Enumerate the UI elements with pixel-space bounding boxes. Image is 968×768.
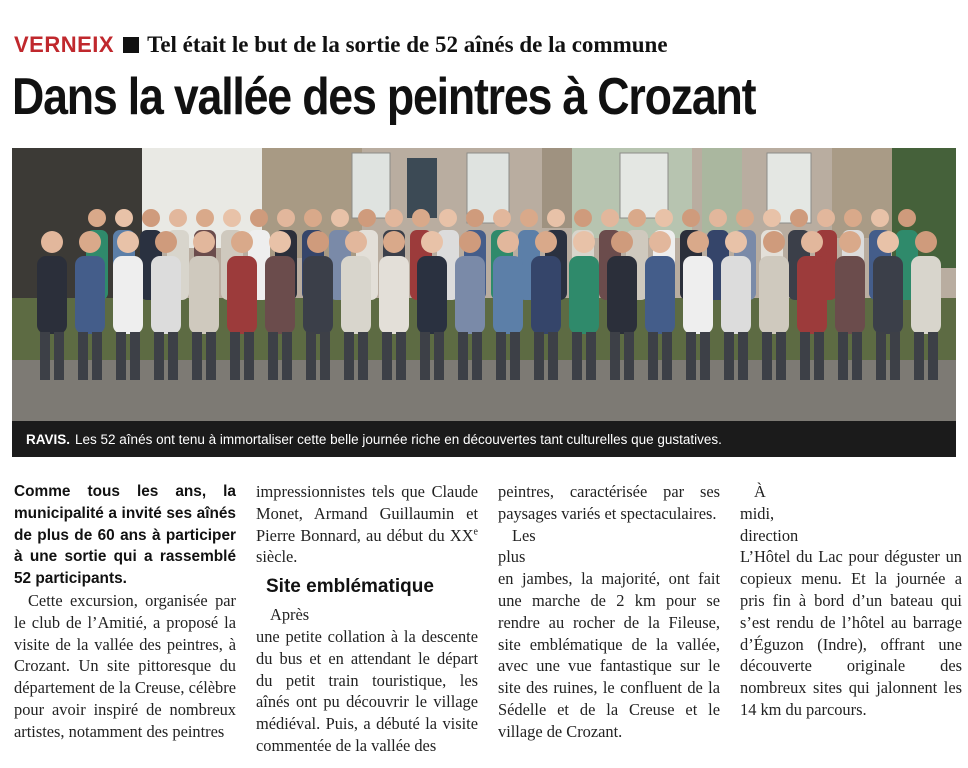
head bbox=[763, 231, 785, 253]
leg bbox=[800, 332, 810, 380]
head bbox=[801, 231, 823, 253]
caption-text: Les 52 aînés ont tenu à immortaliser cette belle journée riche en découvertes tant culturelles que gustatives. bbox=[75, 431, 722, 447]
person-front bbox=[75, 256, 105, 334]
head bbox=[466, 209, 484, 227]
head bbox=[223, 209, 241, 227]
head bbox=[682, 209, 700, 227]
person-front bbox=[265, 256, 295, 334]
head bbox=[497, 231, 519, 253]
head bbox=[736, 209, 754, 227]
kicker-square-icon bbox=[123, 37, 139, 53]
leg bbox=[534, 332, 544, 380]
head bbox=[345, 231, 367, 253]
article-paragraph-4-continued: midi, bbox=[740, 503, 775, 523]
leg bbox=[814, 332, 824, 380]
leg bbox=[686, 332, 696, 380]
leg bbox=[662, 332, 672, 380]
person-front bbox=[759, 256, 789, 334]
head bbox=[385, 209, 403, 227]
article-column-1 bbox=[14, 481, 236, 743]
leg bbox=[762, 332, 772, 380]
person-front bbox=[873, 256, 903, 334]
photo-caption bbox=[12, 421, 956, 457]
person-front bbox=[569, 256, 599, 334]
person-front bbox=[683, 256, 713, 334]
head bbox=[844, 209, 862, 227]
leg bbox=[548, 332, 558, 380]
article-paragraph-1 bbox=[14, 590, 236, 743]
group-photo bbox=[12, 148, 956, 421]
head bbox=[88, 209, 106, 227]
leg bbox=[914, 332, 924, 380]
leg bbox=[624, 332, 634, 380]
article-paragraph-2: Après bbox=[270, 605, 310, 625]
head bbox=[196, 209, 214, 227]
head bbox=[493, 209, 511, 227]
head bbox=[817, 209, 835, 227]
caption-lead: RAVIS. bbox=[26, 431, 71, 447]
paragraph-1-text: Cette excursion, organisée par le club de l’Amitié, a proposé la visite de la vallée des peintres, à Crozant. Un site pittoresque du département de la Creuse, célèbre pour avoir inspiré de nombreux artistes, notamment des peintres bbox=[14, 590, 236, 741]
head bbox=[307, 231, 329, 253]
kicker-town: VERNEIX bbox=[14, 32, 115, 57]
leg bbox=[610, 332, 620, 380]
leg bbox=[472, 332, 482, 380]
person-front bbox=[113, 256, 143, 334]
leg bbox=[724, 332, 734, 380]
head bbox=[877, 231, 899, 253]
century: XX bbox=[449, 525, 474, 545]
person-front bbox=[227, 256, 257, 334]
head bbox=[383, 231, 405, 253]
head bbox=[709, 209, 727, 227]
leg bbox=[396, 332, 406, 380]
article-paragraph-3: Les bbox=[512, 525, 536, 545]
leg bbox=[344, 332, 354, 380]
article-paragraph-3-continued-continued: en jambes, la majorité, ont fait une marche de 2 km pour se rendre au rocher de la Fileuse, site emblématique de la vallée, avec une vue fantastique sur le site des ruines, le confluent de la Sédelle et de la Creuse et le village de Crozant. bbox=[498, 569, 720, 741]
head bbox=[574, 209, 592, 227]
leg bbox=[54, 332, 64, 380]
leg bbox=[40, 332, 50, 380]
leg bbox=[206, 332, 216, 380]
person-front bbox=[417, 256, 447, 334]
headline: Dans la vallée des peintres à Crozant bbox=[12, 68, 756, 126]
article-paragraph-4-continued-continued-continued: L’Hôtel du Lac pour déguster un copieux menu. Et la journée a pris fin à bord d’un bateau qui s’est rendu de l’hôtel au barrage d’Éguzon (Indre), offrant une découverte originale des nombreux sites qui jalonnent les 14 km du parcours. bbox=[740, 547, 962, 719]
leg bbox=[738, 332, 748, 380]
head bbox=[439, 209, 457, 227]
leg bbox=[648, 332, 658, 380]
leg bbox=[420, 332, 430, 380]
article-paragraph-4-continued-continued: direction bbox=[740, 525, 799, 545]
leg bbox=[382, 332, 392, 380]
head bbox=[142, 209, 160, 227]
leg bbox=[776, 332, 786, 380]
leg bbox=[434, 332, 444, 380]
person-front bbox=[37, 256, 67, 334]
leg bbox=[130, 332, 140, 380]
head bbox=[412, 209, 430, 227]
person-front bbox=[455, 256, 485, 334]
leg bbox=[700, 332, 710, 380]
person-front bbox=[493, 256, 523, 334]
head bbox=[277, 209, 295, 227]
leg bbox=[78, 332, 88, 380]
head bbox=[520, 209, 538, 227]
person-front bbox=[797, 256, 827, 334]
head bbox=[573, 231, 595, 253]
leg bbox=[928, 332, 938, 380]
head bbox=[790, 209, 808, 227]
article-paragraph-3-continued: plus bbox=[498, 547, 526, 567]
person-front bbox=[911, 256, 941, 334]
person-front bbox=[379, 256, 409, 334]
head bbox=[169, 209, 187, 227]
century-superscript: e bbox=[473, 526, 478, 538]
article-subhead: Site emblématique bbox=[266, 576, 434, 598]
person-front bbox=[835, 256, 865, 334]
head bbox=[898, 209, 916, 227]
head bbox=[535, 231, 557, 253]
article-paragraph-4 bbox=[740, 481, 962, 503]
head bbox=[871, 209, 889, 227]
head bbox=[839, 231, 861, 253]
paragraph-4-text: À bbox=[754, 482, 766, 501]
head bbox=[79, 231, 101, 253]
leg bbox=[282, 332, 292, 380]
leg bbox=[890, 332, 900, 380]
head bbox=[421, 231, 443, 253]
century-tail: siècle. bbox=[256, 547, 298, 567]
head bbox=[687, 231, 709, 253]
head bbox=[763, 209, 781, 227]
person-front bbox=[531, 256, 561, 334]
article-paragraph-2-continued: une petite collation à la descente du bus et en attendant le départ du petit train touristique, les aînés ont pu découvrir le village médiéval. Puis, a débuté la visite commentée de la vallée des bbox=[256, 626, 478, 755]
paragraph-1-text: impressionnistes tels que Claude Monet, Armand Guillaumin et Pierre Bonnard, au début du bbox=[256, 482, 478, 545]
person-front bbox=[341, 256, 371, 334]
leg bbox=[358, 332, 368, 380]
person-front bbox=[721, 256, 751, 334]
head bbox=[459, 231, 481, 253]
head bbox=[655, 209, 673, 227]
article-paragraph-1-continued bbox=[256, 481, 478, 568]
head bbox=[250, 209, 268, 227]
leg bbox=[876, 332, 886, 380]
person-front bbox=[645, 256, 675, 334]
head bbox=[649, 231, 671, 253]
leg bbox=[168, 332, 178, 380]
leg bbox=[510, 332, 520, 380]
leg bbox=[116, 332, 126, 380]
head bbox=[628, 209, 646, 227]
leg bbox=[320, 332, 330, 380]
head bbox=[331, 209, 349, 227]
head bbox=[115, 209, 133, 227]
leg bbox=[852, 332, 862, 380]
leg bbox=[268, 332, 278, 380]
person-front bbox=[607, 256, 637, 334]
head bbox=[725, 231, 747, 253]
head bbox=[155, 231, 177, 253]
person-front bbox=[189, 256, 219, 334]
person-front bbox=[151, 256, 181, 334]
head bbox=[41, 231, 63, 253]
group-photo-illustration bbox=[12, 148, 956, 421]
leg bbox=[230, 332, 240, 380]
article-chapo: Comme tous les ans, la municipalité a invité ses aînés de plus de 60 ans à participer à une sortie qui a rassemblé 52 participants. bbox=[14, 483, 236, 588]
kicker-subtitle: Tel était le but de la sortie de 52 aînés de la commune bbox=[147, 32, 668, 57]
person-front bbox=[303, 256, 333, 334]
leg bbox=[496, 332, 506, 380]
leg bbox=[192, 332, 202, 380]
leg bbox=[306, 332, 316, 380]
article-column-3 bbox=[498, 481, 720, 743]
head bbox=[193, 231, 215, 253]
head bbox=[358, 209, 376, 227]
kicker bbox=[14, 30, 668, 60]
leg bbox=[838, 332, 848, 380]
head bbox=[601, 209, 619, 227]
leg bbox=[92, 332, 102, 380]
head bbox=[304, 209, 322, 227]
head bbox=[611, 231, 633, 253]
head bbox=[117, 231, 139, 253]
article-column-2 bbox=[256, 481, 478, 757]
leg bbox=[154, 332, 164, 380]
article-paragraph-2-continued-continued: peintres, caractérisée par ses paysages variés et spectaculaires. bbox=[498, 482, 720, 523]
head bbox=[547, 209, 565, 227]
leg bbox=[244, 332, 254, 380]
head bbox=[269, 231, 291, 253]
head bbox=[231, 231, 253, 253]
leg bbox=[458, 332, 468, 380]
leg bbox=[572, 332, 582, 380]
article-column-4 bbox=[740, 481, 962, 721]
leg bbox=[586, 332, 596, 380]
head bbox=[915, 231, 937, 253]
